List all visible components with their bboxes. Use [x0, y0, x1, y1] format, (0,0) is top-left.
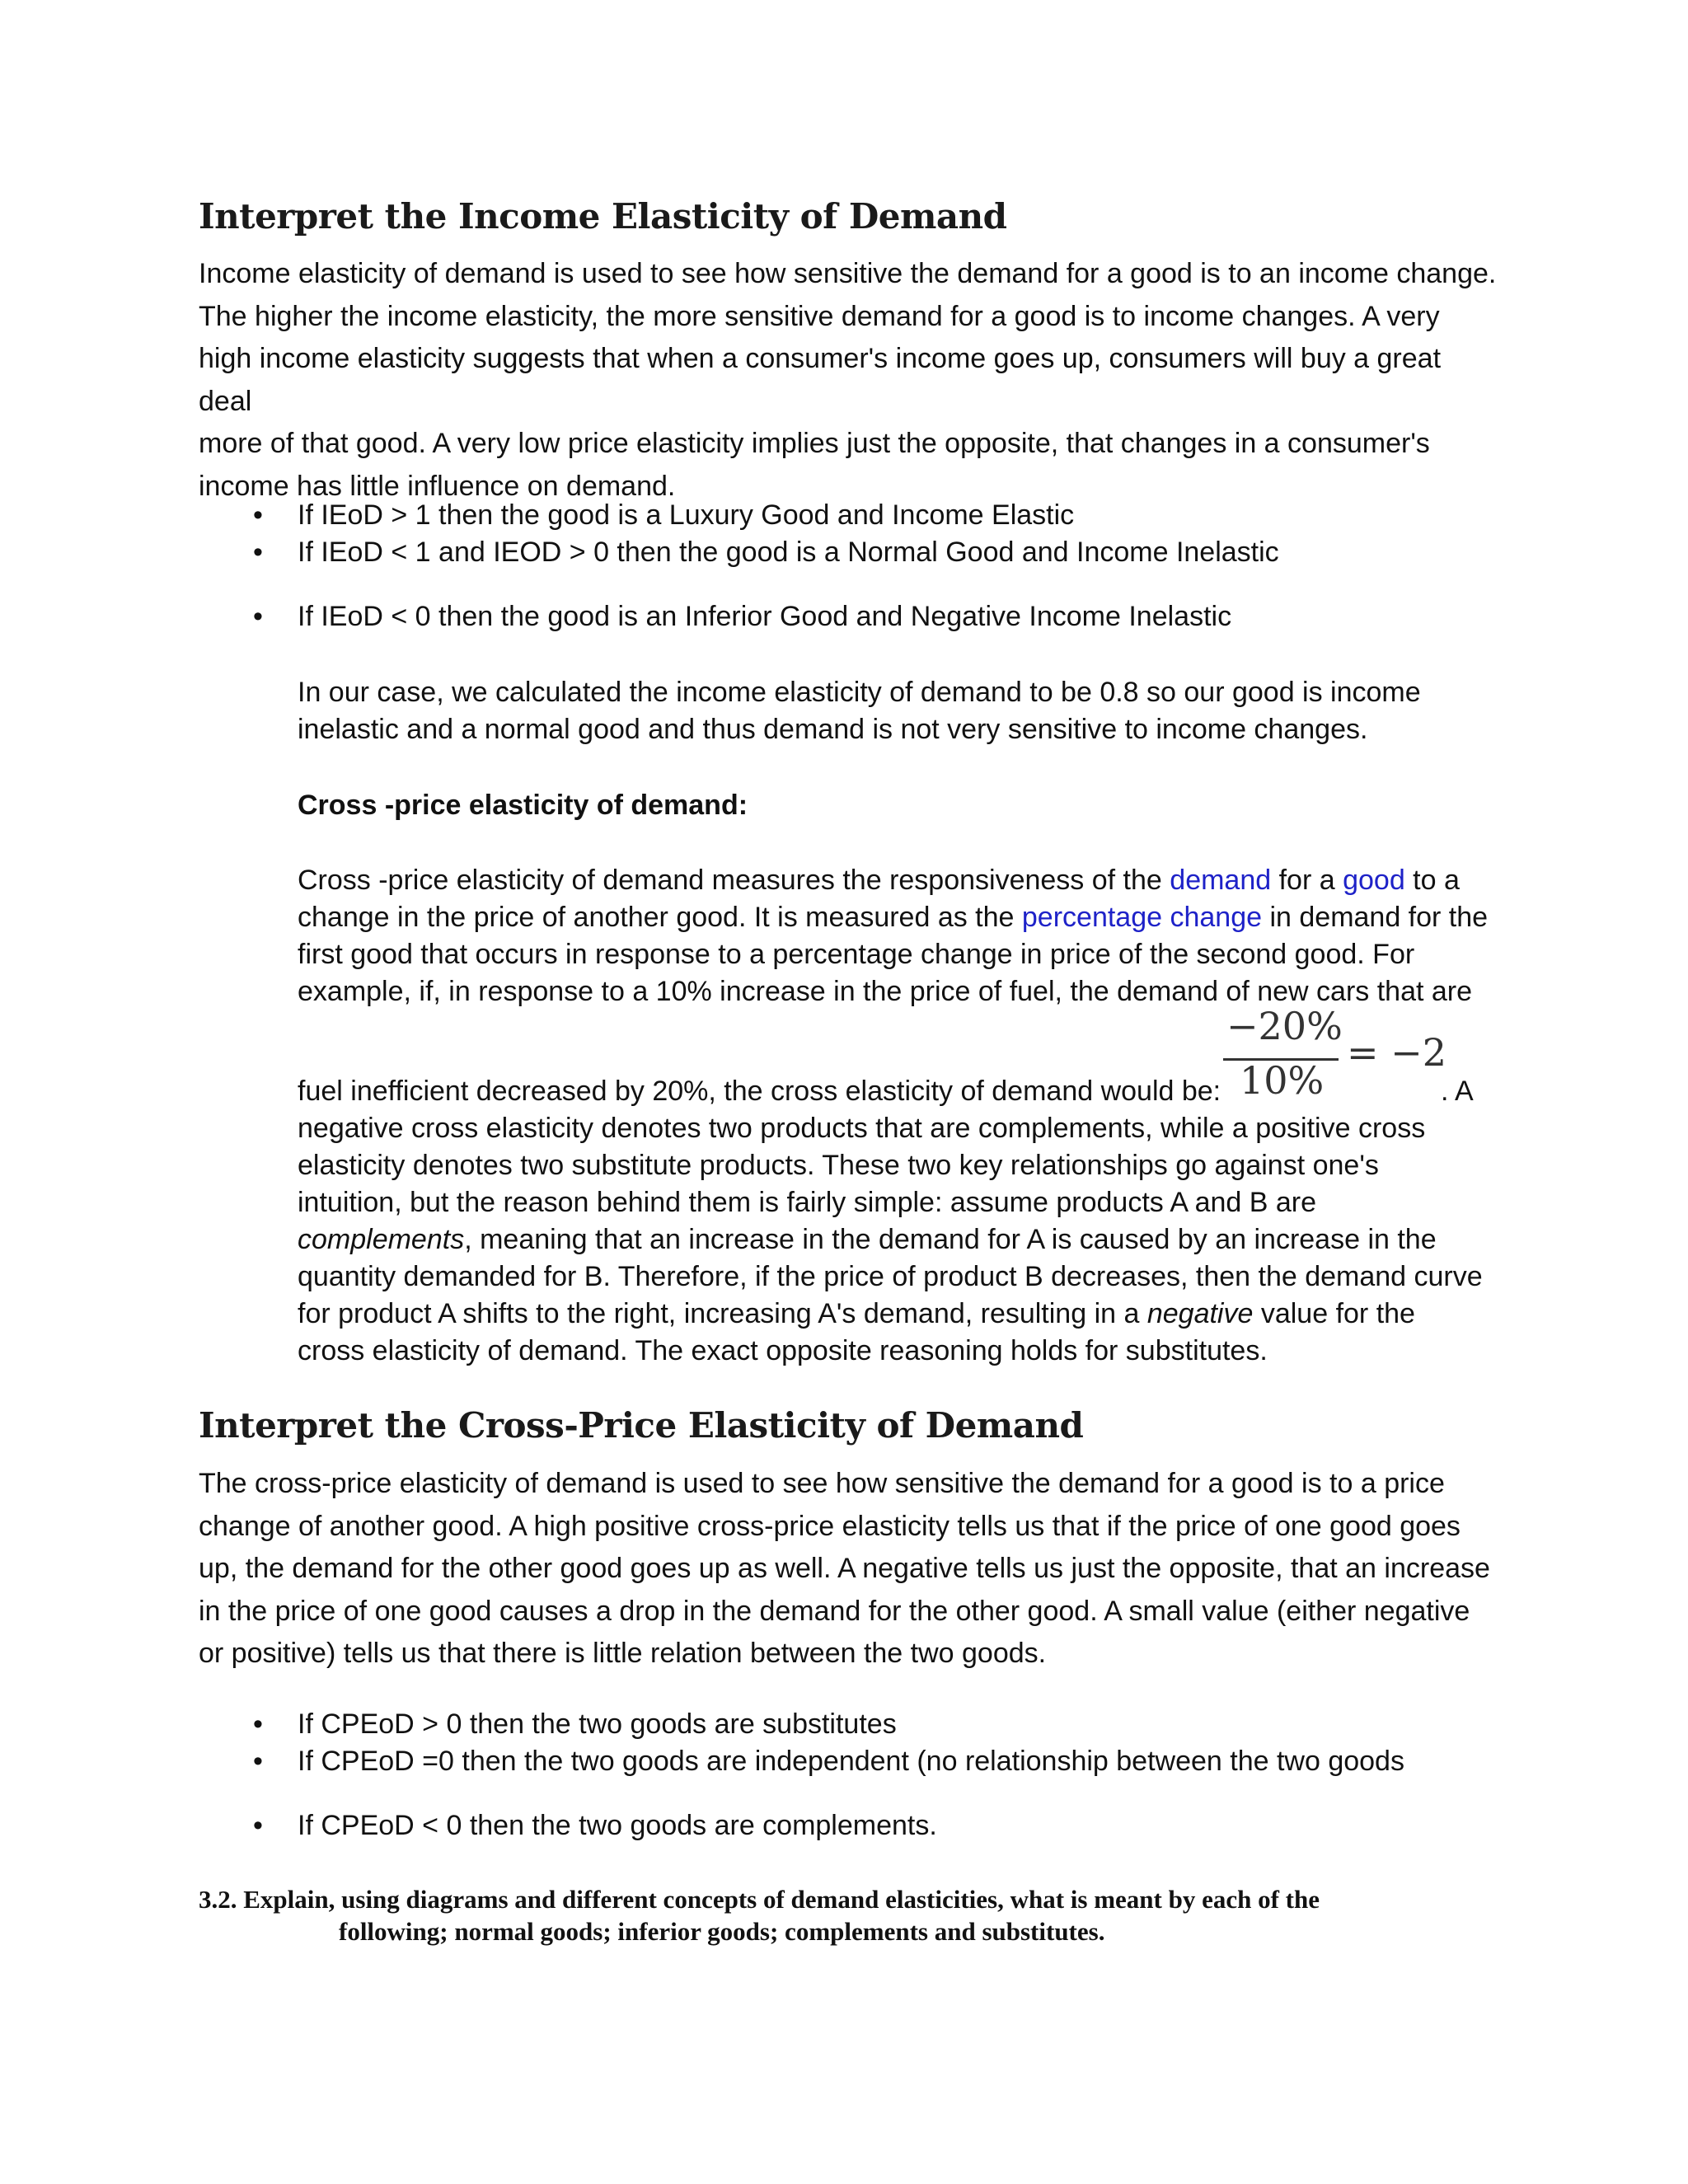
demand-link[interactable]: demand — [1170, 865, 1272, 896]
list-item: • If IEoD > 1 then the good is a Luxury Good and Income Elastic — [199, 497, 1279, 534]
list-item: • If CPEoD > 0 then the two goods are substitutes — [199, 1706, 1404, 1743]
list-item: • If CPEoD =0 then the two goods are independent (no relationship between the two goods — [199, 1743, 1404, 1780]
paragraph-line: complements, meaning that an increase in the demand for A is caused by an increase in the — [298, 1224, 1437, 1255]
good-link[interactable]: good — [1343, 865, 1405, 896]
our-case-paragraph — [298, 674, 1509, 748]
paragraph-line: up, the demand for the other good goes up as well. A negative tells us just the opposite, that an increase — [199, 1553, 1490, 1584]
paragraph-line: intuition, but the reason behind them is fairly simple: assume products A and B are — [298, 1187, 1317, 1218]
paragraph-line: The higher the income elasticity, the more sensitive demand for a good is to income changes. A very — [199, 300, 1440, 332]
list-item: • If CPEoD < 0 then the two goods are complements. — [199, 1807, 937, 1844]
paragraph-line: in the price of one good causes a drop in the demand for the other good. A small value (either negative — [199, 1595, 1470, 1627]
paragraph-line: or positive) tells us that there is little relation between the two goods. — [199, 1638, 1047, 1669]
income-elasticity-heading: Interpret the Income Elasticity of Demand — [199, 196, 1007, 237]
income-elasticity-bullet-list-2 — [199, 598, 1231, 635]
formula-numerator: −20% — [1226, 1004, 1343, 1048]
question-line-2: following; normal goods; inferior goods; complements and substitutes. — [339, 1917, 1105, 1946]
list-item: • If IEoD < 1 and IEOD > 0 then the good is a Normal Good and Income Inelastic — [199, 534, 1279, 571]
paragraph-line: more of that good. A very low price elasticity implies just the opposite, that changes in a consumer's — [199, 428, 1430, 459]
bullet-icon: • — [253, 1708, 263, 1740]
cross-price-paragraph-top — [298, 862, 1509, 1010]
paragraph-line: change in the price of another good. It is measured as the percentage change in demand for the — [298, 902, 1489, 933]
cross-price-heading: Interpret the Cross-Price Elasticity of Demand — [199, 1405, 1084, 1446]
paragraph-line: quantity demanded for B. Therefore, if the price of product B decreases, then the demand curve — [298, 1261, 1483, 1292]
paragraph-line: Cross -price elasticity of demand measures the responsiveness of the demand for a good to a — [298, 865, 1460, 896]
cross-price-interpret-paragraph — [199, 1463, 1501, 1675]
list-item: • If IEoD < 0 then the good is an Inferior Good and Negative Income Inelastic — [199, 598, 1231, 635]
paragraph-line: first good that occurs in response to a percentage change in price of the second good. For — [298, 939, 1415, 970]
bullet-icon: • — [253, 499, 263, 531]
question-line-1: 3.2. Explain, using diagrams and different concepts of demand elasticities, what is meant by each of the — [199, 1885, 1320, 1914]
cross-price-bullet-list — [199, 1706, 1404, 1780]
bullet-icon: • — [253, 537, 263, 568]
paragraph-line: Income elasticity of demand is used to see how sensitive the demand for a good is to an income change. — [199, 258, 1497, 289]
paragraph-line: In our case, we calculated the income elasticity of demand to be 0.8 so our good is income — [298, 677, 1421, 708]
cross-price-bullet-list-2 — [199, 1807, 937, 1844]
percentage-change-link[interactable]: percentage change — [1021, 902, 1263, 933]
paragraph-line: elasticity denotes two substitute products. These two key relationships go against one's — [298, 1150, 1379, 1181]
paragraph-line: negative cross elasticity denotes two products that are complements, while a positive cross — [298, 1113, 1426, 1144]
paragraph-line: for product A shifts to the right, increasing A's demand, resulting in a negative value for the — [298, 1298, 1415, 1329]
formula-denominator: 10% — [1240, 1058, 1325, 1103]
cross-price-paragraph-bottom — [298, 1110, 1509, 1370]
paragraph-line: cross elasticity of demand. The exact opposite reasoning holds for substitutes. — [298, 1335, 1268, 1366]
bullet-icon: • — [253, 601, 263, 632]
income-elasticity-paragraph — [199, 253, 1501, 508]
paragraph-line: example, if, in response to a 10% increase in the price of fuel, the demand of new cars that are — [298, 976, 1473, 1007]
bullet-icon: • — [253, 1746, 263, 1777]
bullet-icon: • — [253, 1810, 263, 1841]
paragraph-line: change of another good. A high positive cross-price elasticity tells us that if the price of one good goes — [199, 1510, 1461, 1542]
paragraph-line: inelastic and a normal good and thus demand is not very sensitive to income changes. — [298, 714, 1368, 745]
cross-price-line-5: fuel inefficient decreased by 20%, the cross elasticity of demand would be: — [298, 1076, 1221, 1107]
paragraph-line: income has little influence on demand. — [199, 470, 676, 502]
cross-price-subheading: Cross -price elasticity of demand: — [298, 790, 748, 821]
formula-result: = −2 — [1347, 1030, 1447, 1075]
paragraph-line: The cross-price elasticity of demand is used to see how sensitive the demand for a good is to a price — [199, 1468, 1445, 1499]
income-elasticity-bullet-list — [199, 497, 1279, 571]
cross-price-line-5-end: . A — [1441, 1076, 1474, 1107]
paragraph-line: high income elasticity suggests that when a consumer's income goes up, consumers will buy a great deal — [199, 343, 1442, 417]
